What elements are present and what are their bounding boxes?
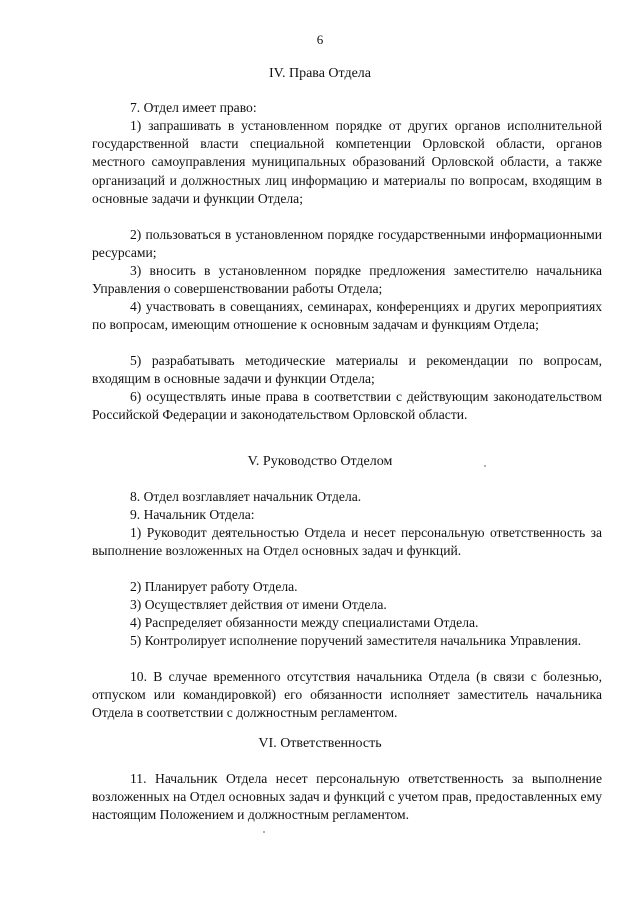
- rights-item-4: 4) участвовать в совещаниях, семинарах, конференциях и других мероприятиях по вопросам, имеющим отношение к основным задачам и функциям Отдела;: [92, 299, 602, 333]
- head-duty-4: 4) Распределяет обязанности между специалистами Отдела.: [130, 615, 479, 630]
- paragraph-9: 9. Начальник Отдела:: [130, 507, 255, 522]
- rights-item-3: 3) вносить в установленном порядке предложения заместителю начальника Управления о совершенствовании работы Отдела;: [92, 263, 602, 297]
- head-duty-3: 3) Осуществляет действия от имени Отдела.: [130, 597, 387, 612]
- head-duty-2: 2) Планирует работу Отдела.: [130, 579, 298, 594]
- section-heading-management: V. Руководство Отделом: [247, 454, 393, 469]
- rights-item-2: 2) пользоваться в установленном порядке государственными информационными ресурсами;: [92, 227, 602, 261]
- section-heading-rights: IV. Права Отдела: [268, 66, 371, 81]
- rights-item-1: 1) запрашивать в установленном порядке от других органов исполнительной государственной власти специальной компетенции Орловской области, органов местного самоуправления муниципальных образований Орловской области, а также организаций и должностных лиц информацию и материалы по вопросам, входящим в основные задачи и функции Отдела;: [92, 118, 602, 206]
- page-number: 6: [316, 32, 324, 47]
- scan-speck: [484, 465, 486, 467]
- paragraph-10: 10. В случае временного отсутствия начальника Отдела (в связи с болезнью, отпуском или командировкой) его обязанности исполняет заместитель начальника Отдела в соответствии с должностным регламентом.: [92, 669, 602, 721]
- paragraph-7: 7. Отдел имеет право:: [130, 100, 257, 115]
- rights-item-5: 5) разрабатывать методические материалы и рекомендации по вопросам, входящим в основные задачи и функции Отдела;: [92, 353, 602, 387]
- rights-item-6: 6) осуществлять иные права в соответствии с действующим законодательством Российской Федерации и законодательством Орловской области.: [92, 389, 602, 423]
- section-heading-responsibility: VI. Ответственность: [258, 736, 382, 751]
- paragraph-11: 11. Начальник Отдела несет персональную ответственность за выполнение возложенных на Отдел основных задач и функций с учетом прав, предоставленных ему настоящим Положением и должностным регламентом.: [92, 771, 602, 823]
- scan-speck: [263, 831, 265, 833]
- paragraph-8: 8. Отдел возглавляет начальник Отдела.: [130, 489, 362, 504]
- head-duty-5: 5) Контролирует исполнение поручений заместителя начальника Управления.: [130, 633, 582, 648]
- head-duty-1: 1) Руководит деятельностью Отдела и несет персональную ответственность за выполнение возложенных на Отдел основных задач и функций.: [92, 525, 602, 559]
